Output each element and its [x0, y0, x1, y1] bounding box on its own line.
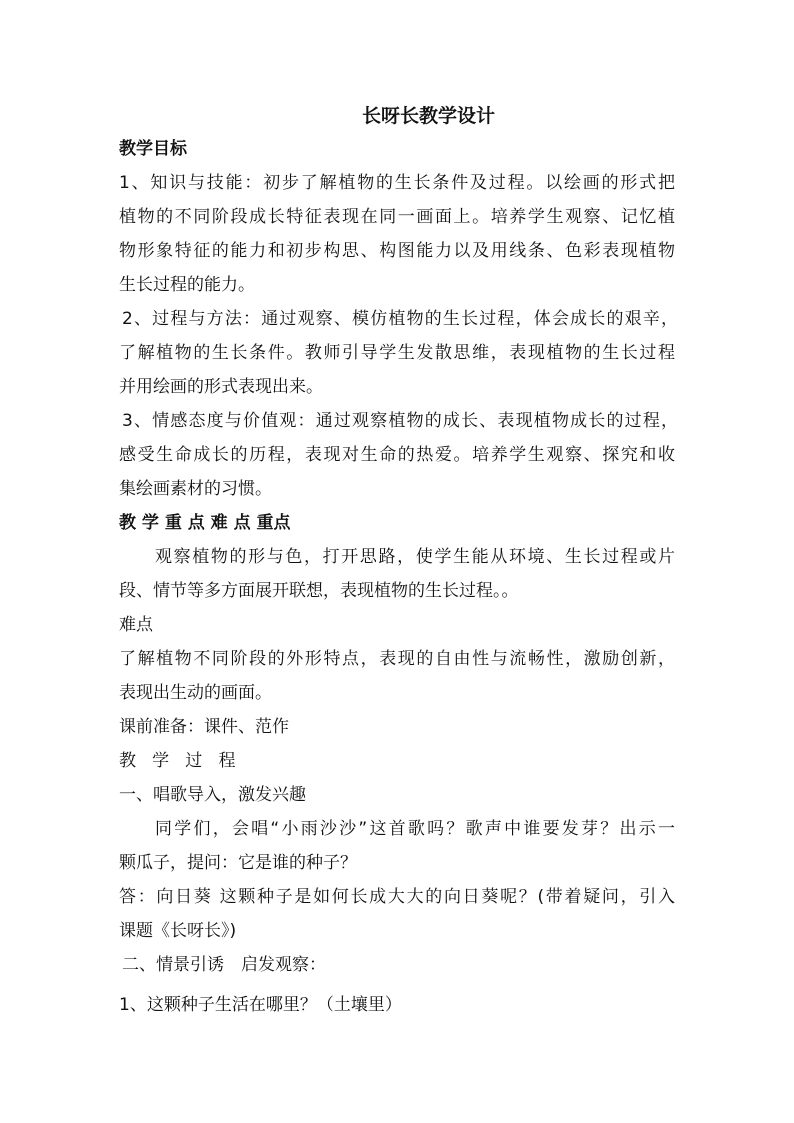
goal2-line-3: 并用绘画的形式表现出来。	[119, 377, 323, 397]
goal3-line-3: 集绘画素材的习惯。	[119, 479, 272, 499]
step1-body-line-4: 课题《长呀长》)	[119, 921, 237, 941]
question-1: 1、这颗种子生活在哪里？（土壤里）	[119, 995, 402, 1015]
key-points-line-1: 观察植物的形与色，打开思路，使学生能从环境、生长过程或片	[155, 547, 675, 567]
step2-title: 二、情景引诱 启发观察：	[122, 955, 326, 975]
goal3-line-2: 感受生命成长的历程，表现对生命的热爱。培养学生观察、探究和收	[119, 445, 675, 465]
goal2-line-1: 2、过程与方法：通过观察、模仿植物的生长过程，体会成长的艰辛，	[122, 309, 678, 329]
section-heading-key-points: 教 学 重 点 难 点 重点	[119, 513, 291, 533]
step1-title: 一、唱歌导入，激发兴趣	[119, 785, 306, 805]
difficulty-line-1: 了解植物不同阶段的外形特点，表现的自由性与流畅性，激励创新，	[119, 649, 675, 669]
step1-body-line-1: 同学们，会唱“小雨沙沙”这首歌吗？歌声中谁要发芽？出示一	[155, 819, 675, 839]
preparation-text: 课前准备：课件、范作	[119, 717, 289, 737]
key-points-line-2: 段、情节等多方面展开联想，表现植物的生长过程。。	[119, 581, 519, 601]
document-title: 长呀长教学设计	[362, 105, 496, 127]
step1-body-line-2: 颗瓜子，提问：它是谁的种子？	[119, 853, 357, 873]
goal1-line-3: 物形象特征的能力和初步构思、构图能力以及用线条、色彩表现植物	[119, 241, 675, 261]
difficulty-line-2: 表现出生动的画面。	[119, 683, 272, 703]
goal3-line-1: 3、情感态度与价值观：通过观察植物的成长、表现植物成长的过程，	[122, 411, 678, 431]
step1-body-line-3: 答：向日葵 这颗种子是如何长成大大的向日葵呢？(带着疑问，引入	[119, 887, 675, 907]
goal1-line-2: 植物的不同阶段成长特征表现在同一画面上。培养学生观察、记忆植	[119, 207, 675, 227]
goal2-line-2: 了解植物的生长条件。教师引导学生发散思维，表现植物的生长过程	[119, 343, 675, 363]
difficulty-label: 难点	[119, 615, 153, 635]
section-heading-goals: 教学目标	[119, 139, 187, 159]
goal1-line-4: 生长过程的能力。	[119, 275, 255, 295]
goal1-line-1: 1、知识与技能：初步了解植物的生长条件及过程。以绘画的形式把	[119, 173, 675, 193]
process-title: 教学过程	[119, 751, 252, 771]
